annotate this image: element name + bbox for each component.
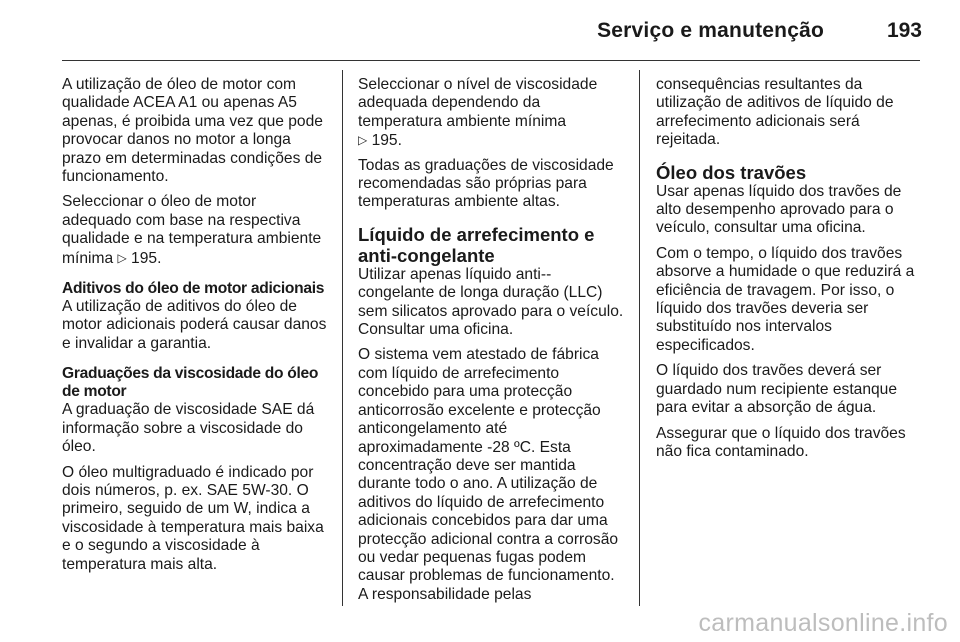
- paragraph: A utilização de óleo de motor com qualidade ACEA A1 ou apenas A5 apenas, é proibida uma vez que pode provocar danos no motor a longa prazo em determinadas condições de funcionamento.: [62, 76, 323, 186]
- heading-coolant: Líquido de arrefecimento e anti-congelante: [358, 223, 595, 266]
- paragraph: Assegurar que o líquido dos travões não fica contaminado.: [656, 424, 906, 460]
- text-column-1: [62, 76, 328, 581]
- paragraph: Seleccionar o óleo de motor adequado com base na respectiva qualidade e na temperatura ambiente mínima ▷ 195.: [62, 193, 322, 267]
- paragraph: Utilizar apenas líquido anti--congelante de longa duração (LLC) sem silicatos aprovado para o veículo. Consultar uma oficina.: [358, 265, 624, 339]
- paragraph: consequências resultantes da utilização de aditivos de líquido de arrefecimento adicionais será rejeitada.: [656, 76, 894, 149]
- text-column-3: [656, 76, 922, 468]
- watermark: carmanualsonline.info: [698, 609, 948, 637]
- heading-viscosity: Graduações da viscosidade do óleo de motor: [62, 365, 319, 401]
- page-reference: 195.: [371, 132, 402, 150]
- header-rule: [62, 60, 920, 61]
- paragraph: Todas as graduações de viscosidade recomendadas são próprias para temperaturas ambiente altas.: [358, 156, 614, 211]
- page-number: 193: [886, 19, 922, 42]
- page-header: [0, 0, 960, 60]
- arrow-right-icon: ▷: [117, 250, 127, 265]
- heading-brake-fluid: Óleo dos travões: [656, 161, 807, 183]
- paragraph: O sistema vem atestado de fábrica com líquido de arrefecimento concebido para uma protecção anticorrosão excelente e protecção anticongelamento até aproximadamente -28 ºC. Esta concentração deve ser mantida durante todo o ano. A utilização de aditivos do líquido de arrefecimento adicionais concebidos para dar uma protecção adicional contra a corrosão ou vedar pequenas fugas podem causar problemas de funcionamento. A responsabilidade pelas: [358, 346, 619, 603]
- paragraph: O óleo multigraduado é indicado por dois números, p. ex. SAE 5W-30. O primeiro, seguido de um W, indica a viscosidade à temperatura mais baixa e o segundo a viscosidade à temperatura mais alta.: [62, 463, 324, 573]
- paragraph: Seleccionar o nível de viscosidade adequada dependendo da temperatura ambiente mínima ▷ 195.: [358, 76, 598, 150]
- paragraph: Com o tempo, o líquido dos travões absorve a humidade o que reduzirá a eficiência de travagem. Por isso, o líquido dos travões deveria ser substituído nos intervalos especificados.: [656, 244, 915, 354]
- paragraph: O líquido dos travões deverá ser guardado num recipiente estanque para evitar a absorção de água.: [656, 362, 898, 417]
- heading-additives: Aditivos do óleo de motor adicionais: [62, 280, 325, 298]
- column-divider-1: [342, 70, 343, 606]
- page-reference: 195.: [131, 249, 162, 267]
- section-title: Serviço e manutenção: [597, 19, 824, 42]
- arrow-right-icon: ▷: [358, 133, 368, 148]
- paragraph: A graduação de viscosidade SAE dá informação sobre a viscosidade do óleo.: [62, 401, 315, 456]
- paragraph: A utilização de aditivos do óleo de motor adicionais poderá causar danos e invalidar a garantia.: [62, 298, 327, 352]
- paragraph: Usar apenas líquido dos travões de alto desempenho aprovado para o veículo, consultar uma oficina.: [656, 182, 902, 237]
- column-divider-2: [639, 70, 640, 606]
- text-column-2: [358, 76, 624, 611]
